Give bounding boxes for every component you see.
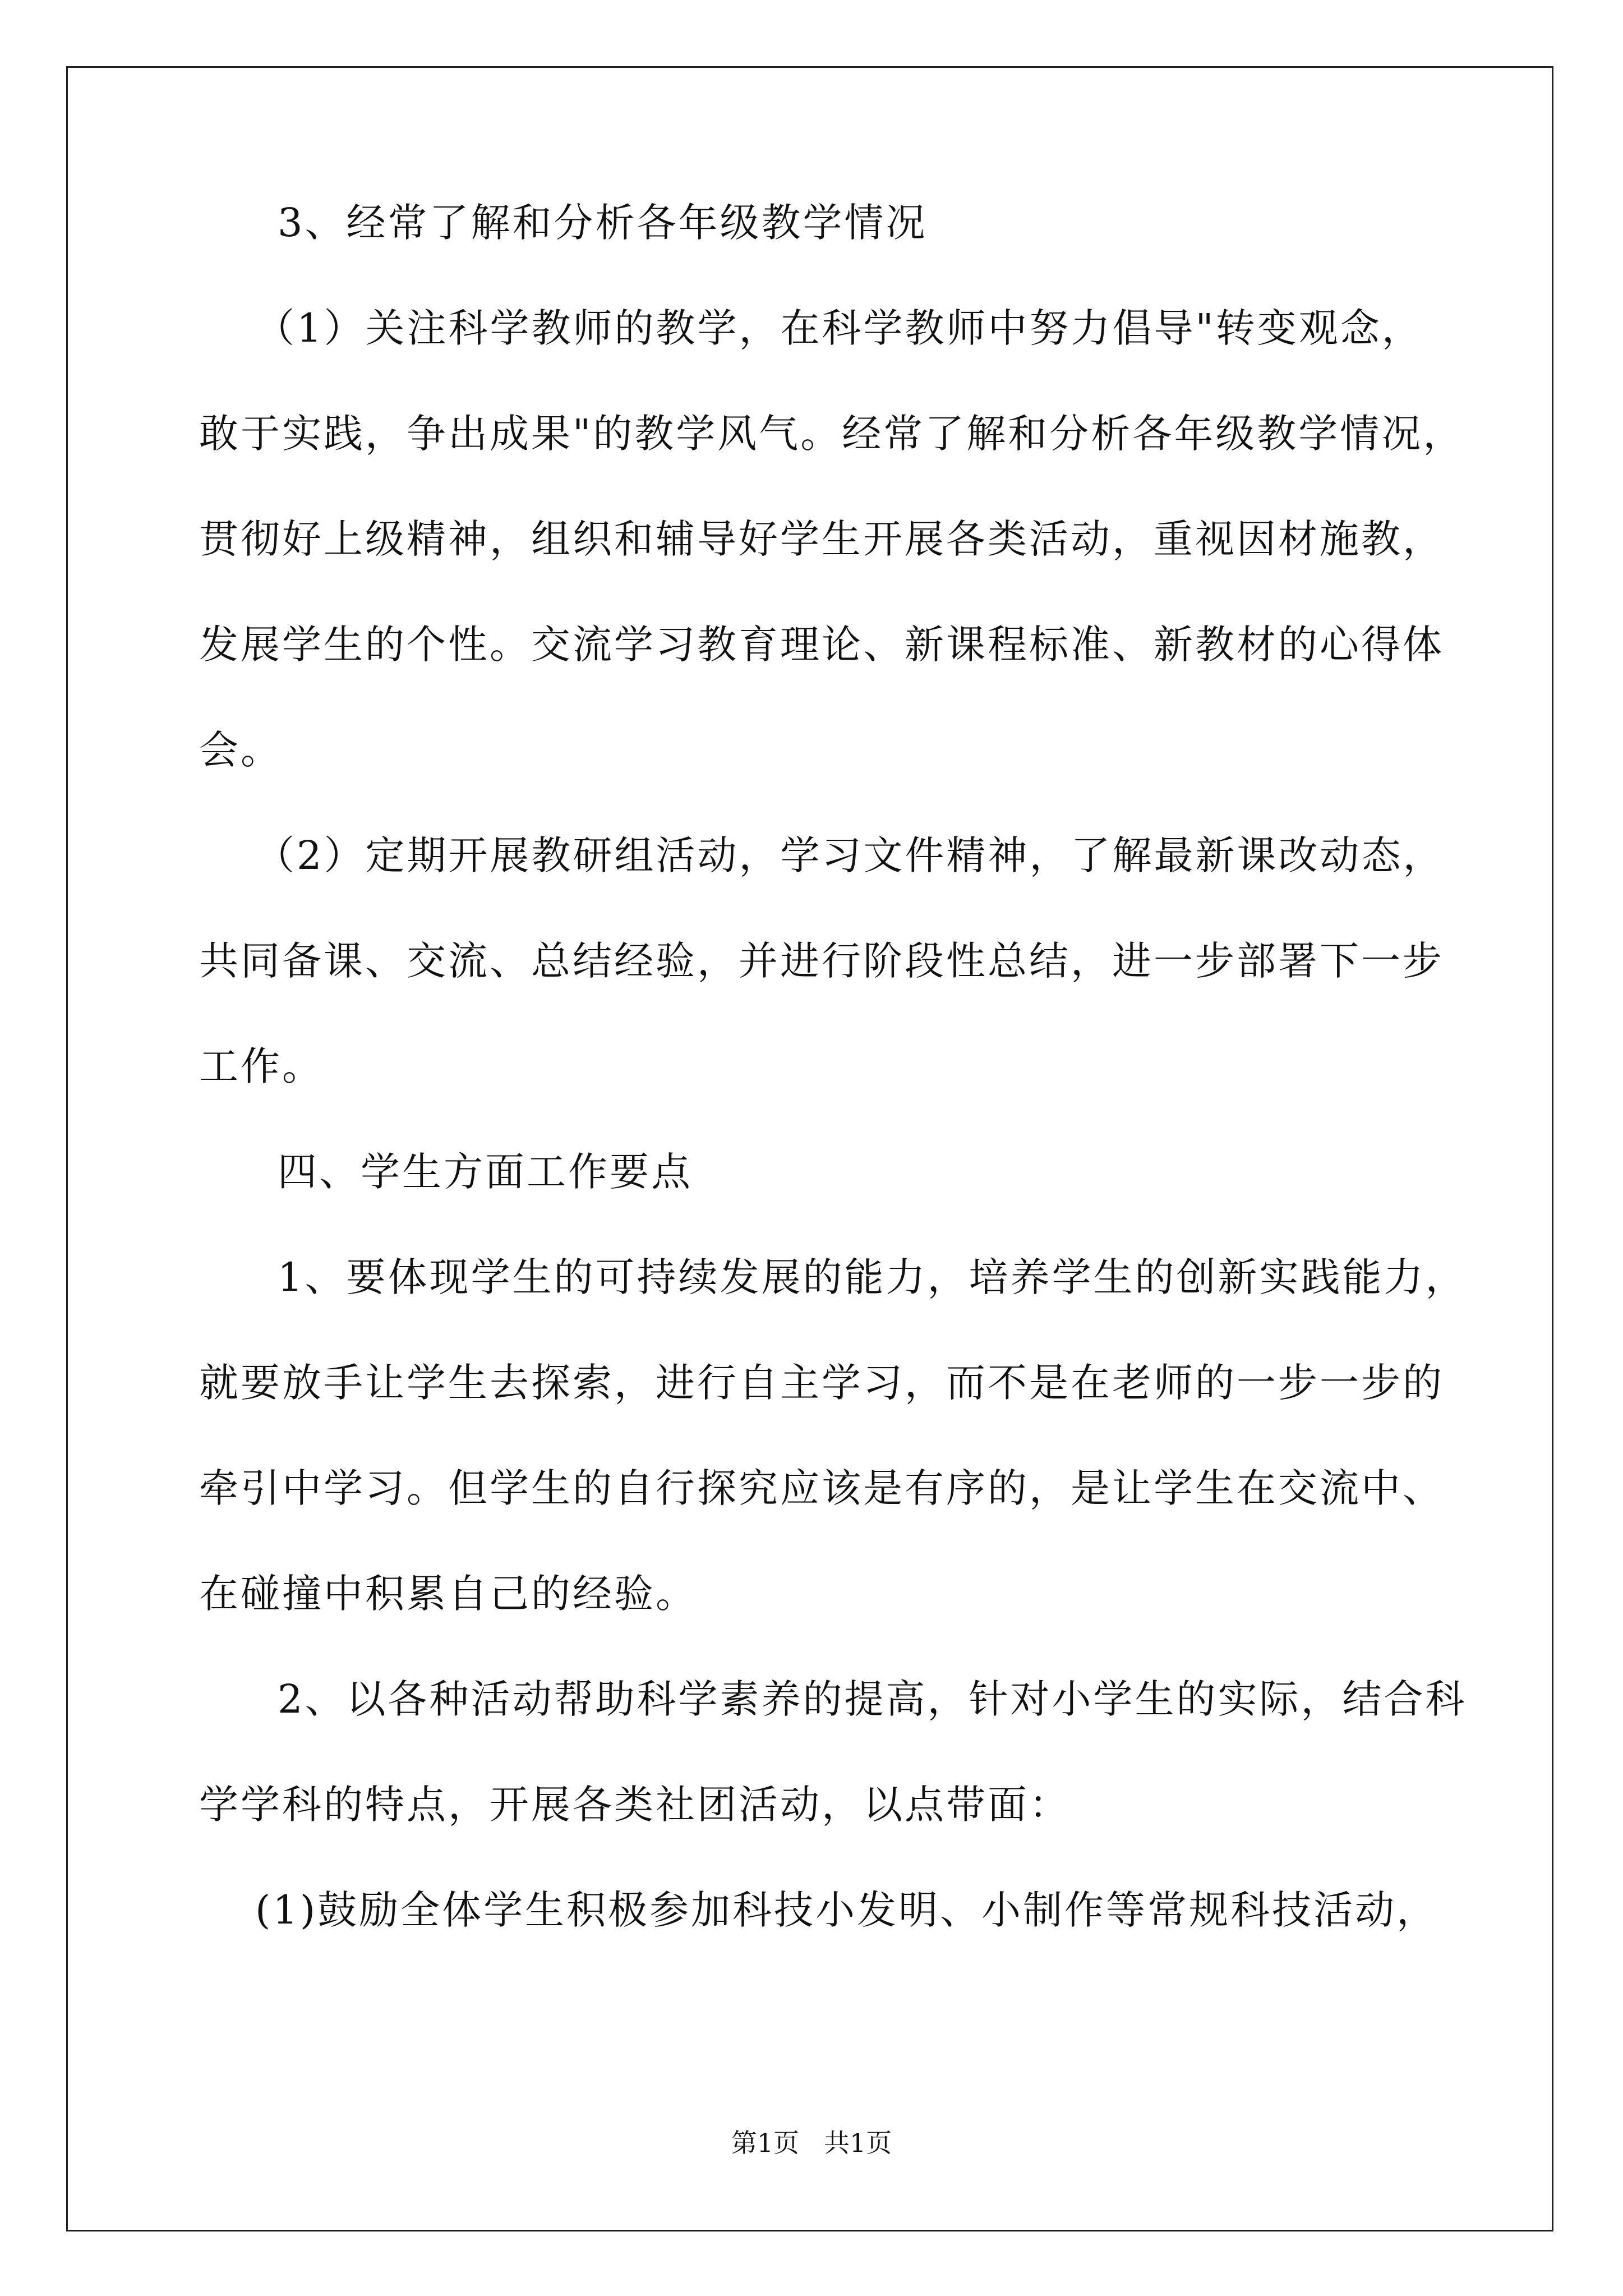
- text-line: 2、以各种活动帮助科学素养的提高，针对小学生的实际，结合科: [278, 1676, 1467, 1722]
- text-line: 共同备课、交流、总结经验，并进行阶段性总结，进一步部署下一步: [199, 938, 1444, 984]
- text-line: 在碰撞中积累自己的经验。: [199, 1571, 697, 1617]
- text-line: 贯彻好上级精神，组织和辅导好学生开展各类活动，重视因材施教，: [199, 516, 1444, 562]
- text-line: 发展学生的个性。交流学习教育理论、新课程标准、新教材的心得体: [199, 622, 1444, 668]
- text-line: 工作。: [199, 1043, 324, 1089]
- text-line: 就要放手让学生去探索，进行自主学习，而不是在老师的一步一步的: [199, 1360, 1444, 1406]
- text-line: 3、经常了解和分析各年级教学情况: [278, 200, 928, 246]
- text-line: 牵引中学习。但学生的自行探究应该是有序的，是让学生在交流中、: [199, 1465, 1444, 1511]
- text-line: （2）定期开展教研组活动，学习文件精神，了解最新课改动态，: [255, 832, 1445, 878]
- text-line: 学学科的特点，开展各类社团活动，以点带面：: [199, 1782, 1071, 1828]
- text-line: (1)鼓励全体学生积极参加科技小发明、小制作等常规科技活动，: [255, 1887, 1438, 1933]
- text-line: 会。: [199, 727, 282, 773]
- page-footer: [0, 2126, 1623, 2160]
- page-number: 第1页: [731, 2128, 800, 2158]
- text-line: 敢于实践，争出成果"的教学风气。经常了解和分析各年级教学情况，: [199, 411, 1465, 457]
- text-line: （1）关注科学教师的教学，在科学教师中努力倡导"转变观念，: [255, 305, 1423, 351]
- section-heading: 四、学生方面工作要点: [278, 1149, 693, 1195]
- page-total: 共1页: [823, 2128, 892, 2158]
- document-body: [199, 196, 1467, 1989]
- text-line: 1、要体现学生的可持续发展的能力，培养学生的创新实践能力，: [278, 1254, 1467, 1300]
